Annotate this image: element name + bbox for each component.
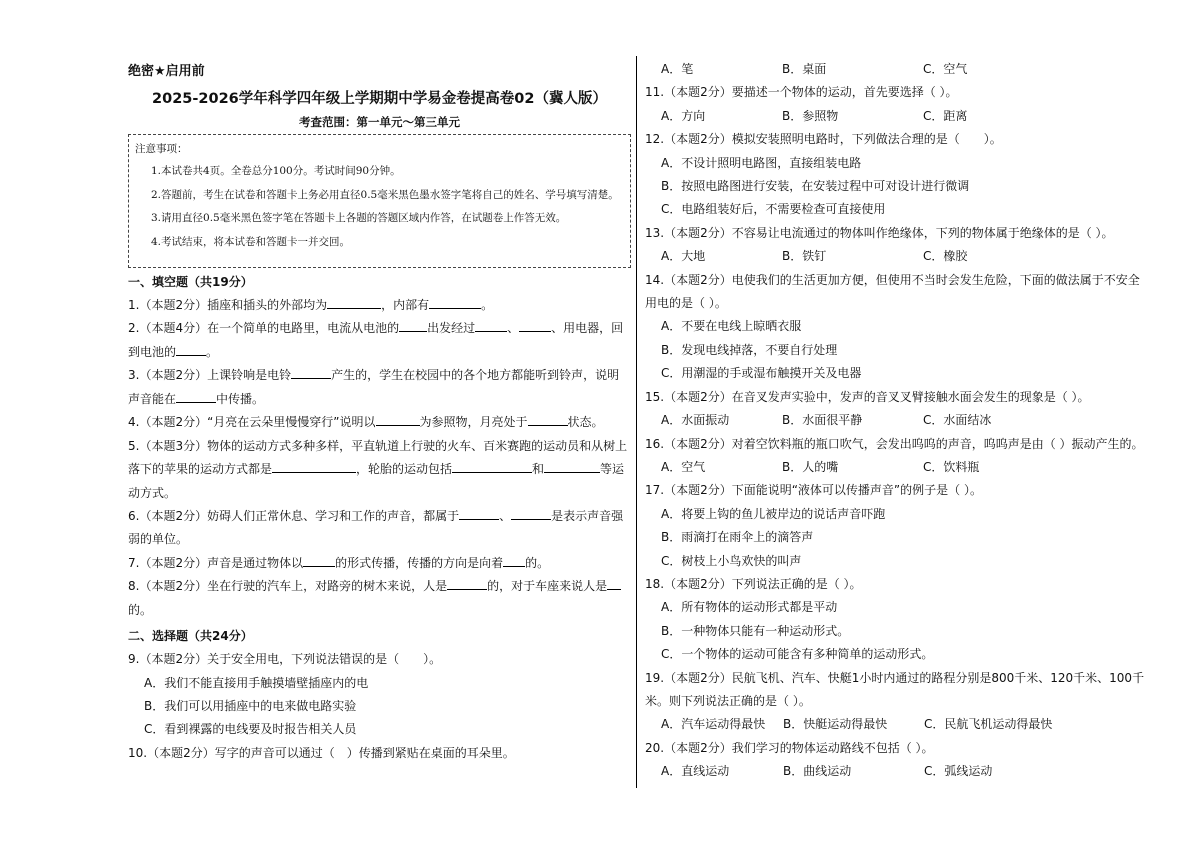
option-a: A．我们不能直接用手触摸墙壁插座内的电 bbox=[144, 675, 369, 690]
answer-blank[interactable] bbox=[459, 507, 499, 520]
answer-blank[interactable] bbox=[447, 577, 487, 590]
question-text: 、 bbox=[507, 321, 520, 336]
question-text: 的形式传播，传播的方向是向着 bbox=[335, 555, 504, 570]
option-a: A．将要上钩的鱼儿被岸边的说话声音吓跑 bbox=[661, 506, 886, 521]
option-c: C．树枝上小鸟欢快的叫声 bbox=[661, 553, 802, 568]
option-c: C．一个物体的运动可能含有多种简单的运动形式。 bbox=[661, 647, 934, 662]
answer-blank[interactable] bbox=[511, 507, 551, 520]
answer-blank[interactable] bbox=[272, 460, 356, 473]
section-fill-title: 一、填空题（共19分） bbox=[128, 275, 253, 289]
notice-item: 2.答题前，考生在试卷和答题卡上务必用直径0.5毫米黑色墨水签字笔将自己的姓名、学号填写清楚。 bbox=[151, 188, 619, 201]
notice-item: 3.请用直径0.5毫米黑色签字笔在答题卡上各题的答题区域内作答，在试题卷上作答无效。 bbox=[151, 212, 567, 224]
option-b: B．曲线运动 bbox=[783, 764, 852, 779]
exam-title: 2025-2026学年科学四年级上学期期中学易金卷提高卷02（冀人版） bbox=[152, 91, 607, 107]
answer-blank[interactable] bbox=[503, 554, 525, 567]
question-12: 12.（本题2分）模拟安装照明电路时，下列做法合理的是（ ）。 bbox=[645, 132, 1002, 147]
question-text: 2.（本题4分）在一个简单的电路里，电流从电池的 bbox=[128, 321, 400, 336]
notice-heading: 注意事项： bbox=[135, 143, 188, 155]
option-a: A．笔 bbox=[661, 62, 694, 76]
option-b: B．人的嘴 bbox=[782, 459, 839, 474]
option-b: B．一种物体只能有一种运动形式。 bbox=[661, 623, 850, 638]
question-text: 3.（本题2分）上课铃响是电铃 bbox=[128, 368, 292, 383]
right-column bbox=[645, 58, 1145, 784]
answer-blank[interactable] bbox=[303, 554, 335, 567]
option-a: A．不要在电线上晾晒衣服 bbox=[661, 319, 802, 334]
question-4 bbox=[128, 411, 631, 434]
option-a: A．水面振动 bbox=[661, 413, 730, 428]
question-10: 10.（本题2分）写字的声音可以通过（ ）传播到紧贴在桌面的耳朵里。 bbox=[128, 745, 515, 760]
question-text: 为参照物，月亮处于 bbox=[419, 415, 528, 430]
option-b: B．铁钉 bbox=[782, 249, 827, 264]
option-c: C．用潮湿的手或湿布触摸开关及电器 bbox=[661, 366, 862, 381]
question-8 bbox=[128, 575, 631, 622]
question-1 bbox=[128, 294, 631, 317]
option-b: B．发现电线掉落，不要自行处理 bbox=[661, 342, 838, 357]
option-a: A．所有物体的运动形式都是平动 bbox=[661, 600, 838, 615]
option-c: C．民航飞机运动得最快 bbox=[924, 717, 1053, 732]
question-19: 19.（本题2分）民航飞机、汽车、快艇1小时内通过的路程分别是800千米、120千米、100千米。则下列说法正确的是（ ）。 bbox=[645, 670, 1145, 708]
answer-blank[interactable] bbox=[327, 296, 381, 309]
question-text: 等运动方式。 bbox=[128, 462, 625, 500]
section-choice-title: 二、选择题（共24分） bbox=[128, 629, 253, 644]
question-text: ，内部有 bbox=[381, 298, 430, 312]
option-c: C．水面结冰 bbox=[923, 413, 992, 428]
question-9: 9.（本题2分）关于安全用电，下列说法错误的是（ ）。 bbox=[128, 652, 442, 667]
question-text: 的。 bbox=[128, 602, 153, 617]
question-text: 是表示声音强弱的单位。 bbox=[128, 508, 624, 547]
column-divider bbox=[636, 56, 637, 788]
answer-blank[interactable] bbox=[452, 460, 532, 473]
question-20: 20.（本题2分）我们学习的物体运动路线不包括（ ）。 bbox=[645, 740, 934, 755]
question-15: 15.（本题2分）在音叉发声实验中，发声的音叉叉臂接触水面会发生的现象是（ ）。 bbox=[645, 389, 1090, 404]
question-15-options bbox=[645, 409, 1145, 432]
option-c: C．橡胶 bbox=[923, 249, 968, 264]
question-text: 6.（本题2分）妨碍人们正常休息、学习和工作的声音，都属于 bbox=[128, 508, 460, 523]
option-b: B．参照物 bbox=[782, 108, 839, 123]
option-b: B．按照电路图进行安装，在安装过程中可对设计进行微调 bbox=[661, 179, 970, 194]
question-text: ，轮胎的运动包括 bbox=[356, 462, 453, 477]
question-13-options bbox=[645, 245, 1145, 268]
option-b: B．雨滴打在雨伞上的滴答声 bbox=[661, 530, 814, 545]
answer-blank[interactable] bbox=[399, 319, 427, 332]
question-text: 、 bbox=[499, 508, 512, 523]
option-c: C．弧线运动 bbox=[924, 764, 993, 779]
question-16: 16.（本题2分）对着空饮料瓶的瓶口吹气，会发出呜呜的声音，呜呜声是由（ ）振动产生的。 bbox=[645, 436, 1144, 451]
answer-blank[interactable] bbox=[544, 460, 600, 473]
option-a: A．方向 bbox=[661, 108, 706, 123]
option-c: C．空气 bbox=[923, 62, 968, 76]
answer-blank[interactable] bbox=[429, 296, 481, 309]
question-text: 的，对于车座来说人是 bbox=[487, 579, 608, 594]
question-text: 中传播。 bbox=[216, 391, 265, 406]
exam-scope: 考查范围：第一单元～第三单元 bbox=[299, 115, 460, 129]
question-text: 状态。 bbox=[567, 415, 604, 430]
question-text: 1.（本题2分）插座和插头的外部均为 bbox=[128, 298, 328, 312]
option-a: A．不设计照明电路图，直接组装电路 bbox=[661, 155, 862, 170]
answer-blank[interactable] bbox=[528, 413, 568, 426]
question-text: 出发经过 bbox=[427, 321, 476, 336]
option-c: C．电路组装好后，不需要检查可直接使用 bbox=[661, 202, 886, 217]
question-16-options bbox=[645, 456, 1145, 479]
option-c: C．看到裸露的电线要及时报告相关人员 bbox=[144, 722, 357, 737]
answer-blank[interactable] bbox=[291, 366, 331, 379]
option-b: B．水面很平静 bbox=[782, 413, 863, 428]
option-b: B．桌面 bbox=[782, 62, 827, 76]
notice-box bbox=[128, 134, 631, 268]
question-text: 。 bbox=[206, 344, 219, 359]
answer-blank[interactable] bbox=[376, 413, 420, 426]
question-text: 、用电器，回到电池的 bbox=[128, 321, 624, 359]
answer-blank[interactable] bbox=[176, 390, 216, 403]
option-a: A．大地 bbox=[661, 249, 706, 264]
option-a: A．空气 bbox=[661, 459, 706, 474]
question-13: 13.（本题2分）不容易让电流通过的物体叫作绝缘体，下列的物体属于绝缘体的是（ ）。 bbox=[645, 225, 1114, 240]
option-b: B．我们可以用插座中的电来做电路实验 bbox=[144, 699, 357, 714]
question-2 bbox=[128, 317, 631, 364]
question-11-options bbox=[645, 105, 1145, 128]
answer-blank[interactable] bbox=[176, 343, 206, 356]
answer-blank[interactable] bbox=[475, 319, 507, 332]
question-5 bbox=[128, 435, 631, 505]
option-a: A．汽车运动得最快 bbox=[661, 717, 766, 732]
question-text: 4.（本题2分）“月亮在云朵里慢慢穿行”说明以 bbox=[128, 415, 376, 430]
question-6 bbox=[128, 505, 631, 552]
question-text: 。 bbox=[481, 298, 494, 312]
question-text: 和 bbox=[532, 462, 545, 477]
question-text: 产生的，学生在校园中的各个地方都能听到铃声，说明声音能在 bbox=[128, 368, 620, 406]
secret-label: 绝密★启用前 bbox=[128, 64, 205, 79]
answer-blank[interactable] bbox=[607, 577, 621, 590]
question-18: 18.（本题2分）下列说法正确的是（ ）。 bbox=[645, 576, 862, 591]
question-10-options bbox=[645, 58, 1145, 81]
option-b: B．快艇运动得最快 bbox=[783, 717, 888, 732]
question-17: 17.（本题2分）下面能说明“液体可以传播声音”的例子是（ ）。 bbox=[645, 483, 982, 498]
option-c: C．饮料瓶 bbox=[923, 459, 980, 474]
question-text: 的。 bbox=[525, 555, 550, 570]
answer-blank[interactable] bbox=[519, 319, 551, 332]
question-20-options bbox=[645, 760, 1145, 783]
left-column bbox=[128, 58, 631, 765]
notice-item: 1.本试卷共4页。全卷总分100分。考试时间90分钟。 bbox=[151, 165, 401, 177]
question-11: 11.（本题2分）要描述一个物体的运动，首先要选择（ ）。 bbox=[645, 85, 958, 100]
option-c: C．距离 bbox=[923, 108, 968, 123]
question-3 bbox=[128, 364, 631, 411]
question-text: 8.（本题2分）坐在行驶的汽车上，对路旁的树木来说，人是 bbox=[128, 579, 448, 594]
notice-item: 4.考试结束，将本试卷和答题卡一并交回。 bbox=[151, 235, 351, 248]
question-text: 7.（本题2分）声音是通过物体以 bbox=[128, 555, 304, 570]
question-text: 5.（本题3分）物体的运动方式多种多样，平直轨道上行驶的火车、百米赛跑的运动员和从树上落下的苹果的运动方式都是 bbox=[128, 438, 628, 477]
option-a: A．直线运动 bbox=[661, 764, 730, 779]
question-14: 14.（本题2分）电使我们的生活更加方便，但使用不当时会发生危险，下面的做法属于不安全用电的是（ ）。 bbox=[645, 272, 1140, 311]
question-7 bbox=[128, 552, 631, 575]
question-19-options bbox=[645, 713, 1145, 736]
